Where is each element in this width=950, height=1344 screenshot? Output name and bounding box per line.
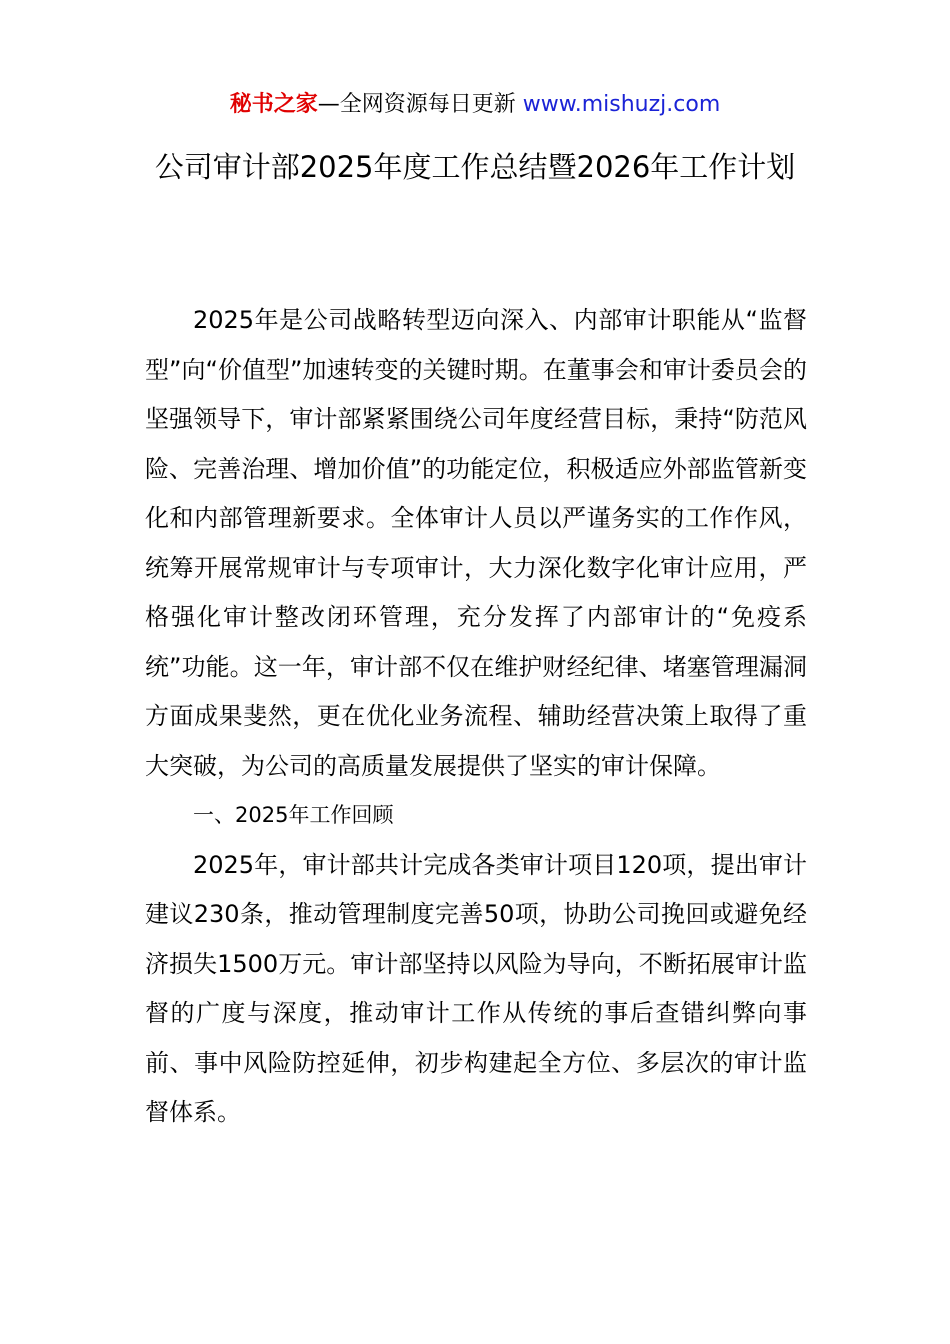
site-slogan: —全网资源每日更新 [317, 92, 523, 117]
section-heading: 一、2025年工作回顾 [193, 803, 394, 827]
document-body [145, 296, 807, 1138]
document-title: 公司审计部2025年度工作总结暨2026年工作计划 [154, 150, 796, 184]
section-paragraph: 2025年，审计部共计完成各类审计项目120项，提出审计建议230条，推动管理制度完善50项，协助公司挽回或避免经济损失1500万元。审计部坚持以风险为导向，不断拓展审计监督的广度与深度，推动审计工作从传统的事后查错纠弊向事前、事中风险防控延伸，初步构建起全方位、多层次的审计监督体系。 [145, 850, 807, 1126]
site-header [0, 88, 950, 122]
brand-name: 秘书之家 [229, 92, 318, 117]
site-url-link[interactable]: www.mishuzj.com [522, 92, 721, 117]
intro-paragraph: 2025年是公司战略转型迈向深入、内部审计职能从“监督型”向“价值型”加速转变的关键时期。在董事会和审计委员会的坚强领导下，审计部紧紧围绕公司年度经营目标，秉持“防范风险、完善治理、增加价值”的功能定位，积极适应外部监管新变化和内部管理新要求。全体审计人员以严谨务实的工作作风，统筹开展常规审计与专项审计，大力深化数字化审计应用，严格强化审计整改闭环管理，充分发挥了内部审计的“免疫系统”功能。这一年，审计部不仅在维护财经纪律、堵塞管理漏洞方面成果斐然，更在优化业务流程、辅助经营决策上取得了重大突破，为公司的高质量发展提供了坚实的审计保障。 [145, 306, 807, 780]
